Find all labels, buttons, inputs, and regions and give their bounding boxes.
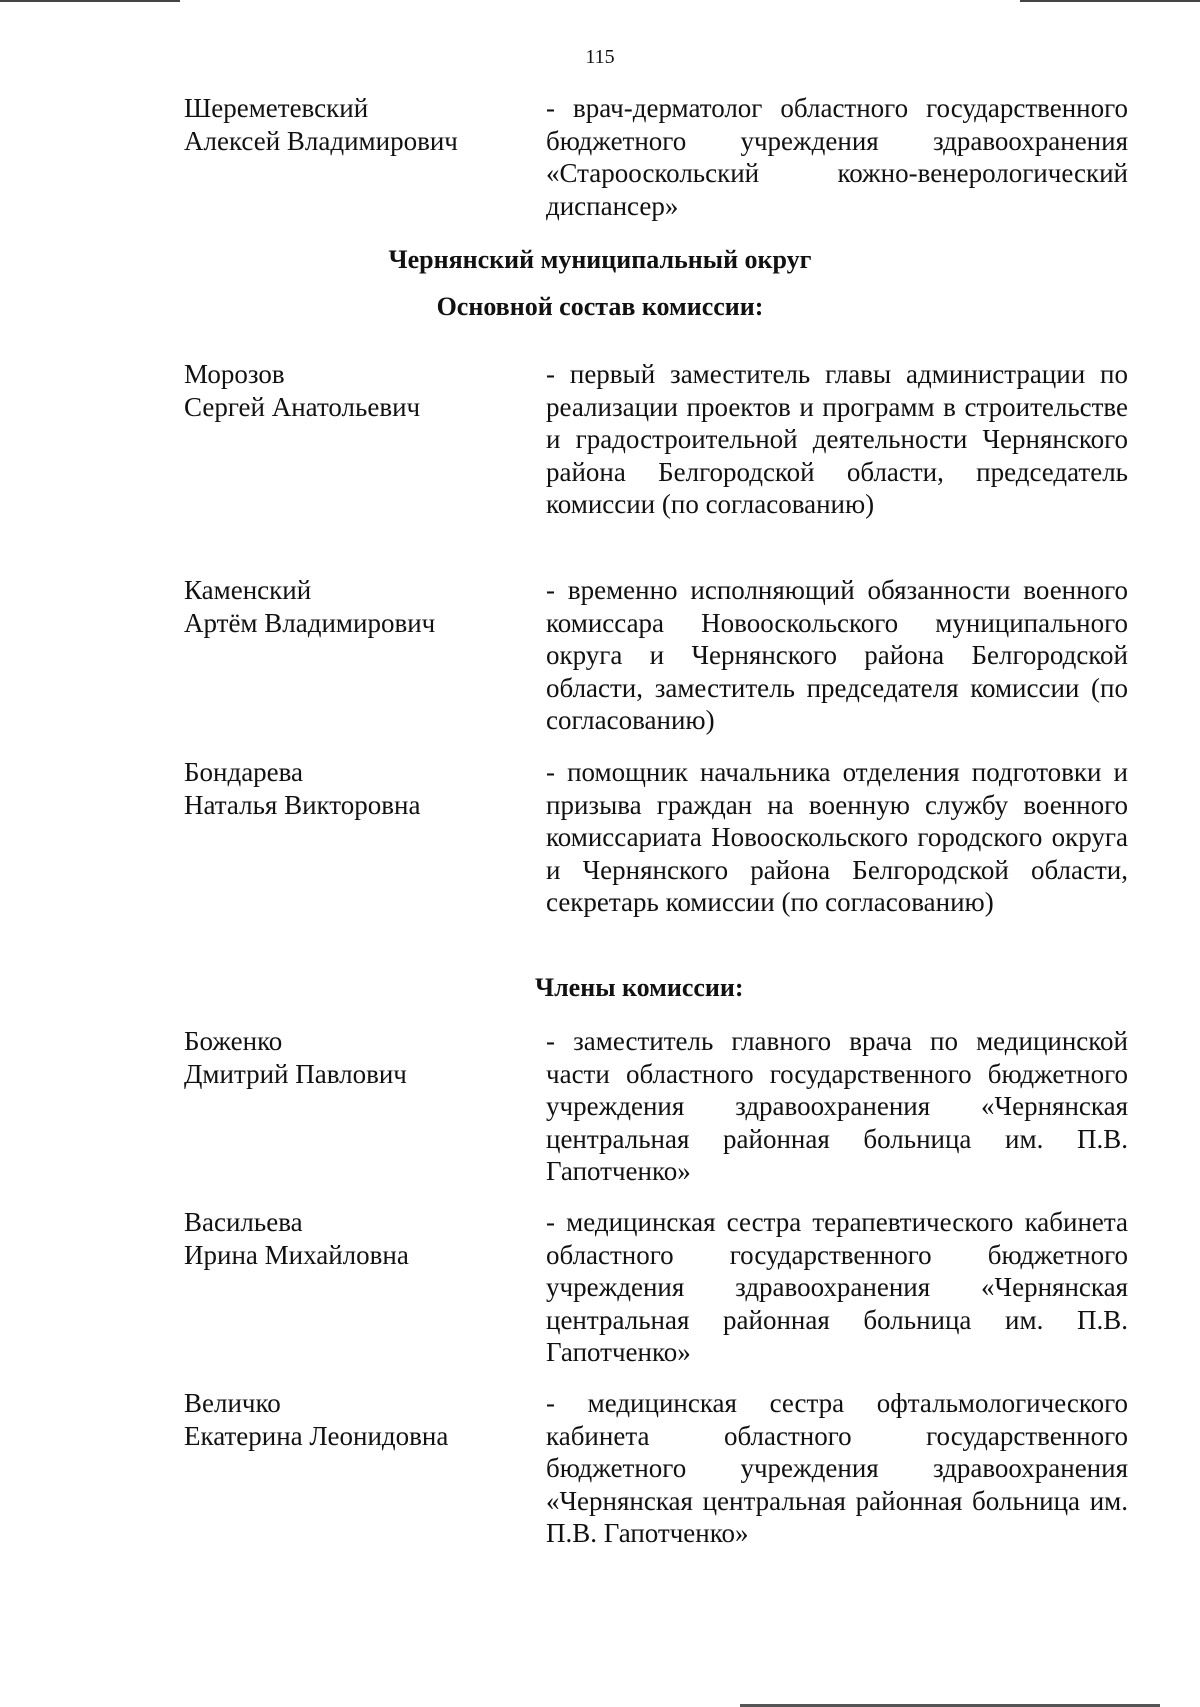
district-heading: Чернянский муниципальный округ	[388, 245, 812, 274]
members-heading: Члены комиссии:	[535, 973, 744, 1002]
person-given-names: Екатерина Леонидовна	[184, 1421, 449, 1451]
scan-edge-top-left	[0, 0, 180, 2]
person-name	[184, 358, 524, 424]
person-given-names: Дмитрий Павлович	[184, 1059, 407, 1089]
person-position: - первый заместитель главы администрации по реализации проектов и программ в строительстве и градостроительной деятельности Чернянского района Белгородской области, председатель комиссии (по согласованию)	[546, 359, 1128, 519]
person-surname: Величко	[184, 1388, 281, 1418]
person-name	[184, 574, 524, 640]
person-surname: Бондарева	[184, 757, 304, 787]
person-given-names: Сергей Анатольевич	[184, 392, 421, 422]
person-name	[184, 1387, 524, 1453]
person-given-names: Ирина Михайловна	[184, 1240, 409, 1270]
person-surname: Шереметевский	[184, 93, 369, 123]
person-surname: Боженко	[184, 1026, 283, 1056]
person-position: - медицинская сестра офтальмологического кабинета областного государственного бюджетного учреждения здравоохранения «Чернянская центральная районная больница им. П.В. Гапотченко»	[546, 1388, 1128, 1548]
person-name	[184, 92, 524, 158]
person-name	[184, 1025, 524, 1091]
person-surname: Каменский	[184, 575, 312, 605]
main-composition-heading: Основной состав комиссии:	[436, 292, 764, 321]
page-number: 115	[585, 46, 615, 68]
person-given-names: Алексей Владимирович	[184, 126, 458, 156]
person-position: - заместитель главного врача по медицинской части областного государственного бюджетного учреждения здравоохранения «Чернянская центральная районная больница им. П.В. Гапотченко»	[546, 1026, 1128, 1186]
person-name	[184, 756, 524, 822]
person-position: - медицинская сестра терапевтического кабинета областного государственного бюджетного учреждения здравоохранения «Чернянская центральная районная больница им. П.В. Гапотченко»	[546, 1207, 1128, 1367]
scan-edge-top-right	[1020, 0, 1200, 2]
person-position: - врач-дерматолог областного государственного бюджетного учреждения здравоохранения «Старооскольский кожно-венерологический диспансер»	[546, 93, 1128, 221]
person-surname: Васильева	[184, 1207, 303, 1237]
person-position: - помощник начальника отделения подготовки и призыва граждан на военную службу военного комиссариата Новооскольского городского округа и Чернянского района Белгородской области, секретарь комиссии (по согласованию)	[546, 757, 1128, 917]
person-surname: Морозов	[184, 359, 285, 389]
person-given-names: Наталья Викторовна	[184, 790, 421, 820]
person-given-names: Артём Владимирович	[184, 608, 436, 638]
person-position: - временно исполняющий обязанности военного комиссара Новооскольского муниципального округа и Чернянского района Белгородской области, заместитель председателя комиссии (по согласованию)	[546, 575, 1128, 735]
person-name	[184, 1206, 524, 1272]
